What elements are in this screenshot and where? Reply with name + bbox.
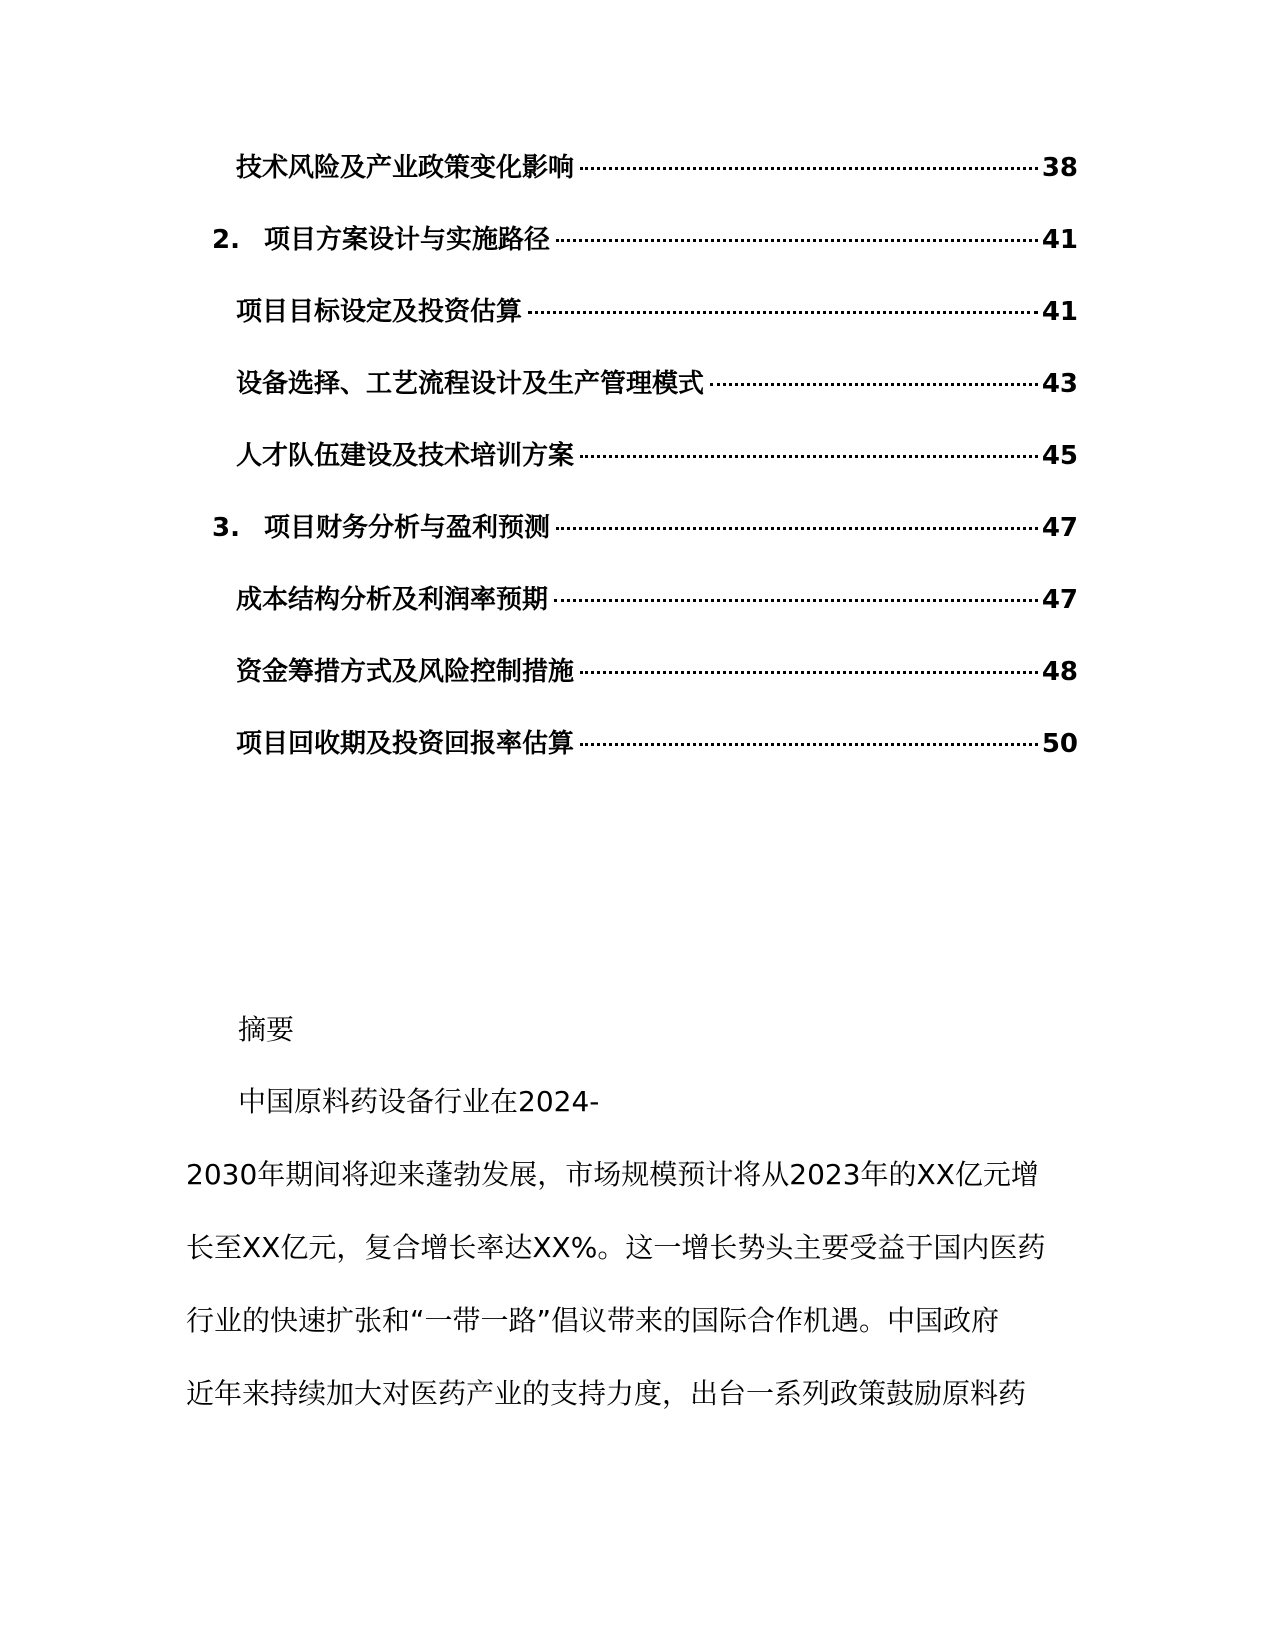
toc-entry-title: 项目财务分析与盈利预测 [264,513,551,543]
toc-dot-leader [556,527,1038,530]
toc-entry-page: 45 [1041,441,1078,471]
toc-entry-title: 人才队伍建设及技术培训方案 [236,441,575,471]
toc-dot-leader [580,167,1038,170]
toc-entry-page: 41 [1041,225,1078,255]
toc-entry-title: 设备选择、工艺流程设计及生产管理模式 [236,369,705,399]
toc-entry[interactable] [236,294,1078,330]
toc-dot-leader [580,743,1038,746]
toc-entry[interactable] [236,654,1078,690]
toc-entry-page: 48 [1041,657,1078,687]
toc-dot-leader [556,239,1038,242]
summary-paragraph-line: 近年来持续加大对医药产业的支持力度，出台一系列政策鼓励原料药 [186,1377,1027,1410]
toc-dot-leader [580,671,1038,674]
toc-entry-page: 41 [1041,297,1078,327]
toc-dot-leader [580,455,1038,458]
toc-entry-number: 2. [212,225,240,255]
toc-entry-page: 50 [1041,729,1078,759]
toc-entry-page: 47 [1041,513,1078,543]
summary-paragraph-line: 长至XX亿元，复合增长率达XX%。这一增长势头主要受益于国内医药 [186,1231,1046,1264]
toc-entry[interactable] [236,582,1078,618]
toc-dot-leader [528,311,1038,314]
summary-paragraph-line: 2030年期间将迎来蓬勃发展，市场规模预计将从2023年的XX亿元增 [186,1158,1039,1191]
toc-entry-number: 3. [212,513,240,543]
toc-entry[interactable] [212,510,1078,546]
toc-entry[interactable] [236,438,1078,474]
toc-dot-leader [710,383,1038,386]
toc-entry-title: 项目方案设计与实施路径 [264,225,551,255]
toc-dot-leader [554,599,1038,602]
toc-entry[interactable] [236,726,1078,762]
toc-entry-title: 项目目标设定及投资估算 [236,297,523,327]
summary-heading: 摘要 [238,1013,295,1046]
toc-entry-title: 技术风险及产业政策变化影响 [236,153,575,183]
toc-entry-title: 项目回收期及投资回报率估算 [236,729,575,759]
toc-entry-page: 47 [1041,585,1078,615]
toc-entry-title: 资金筹措方式及风险控制措施 [236,657,575,687]
toc-entry[interactable] [236,150,1078,186]
toc-entry-page: 43 [1041,369,1078,399]
toc-entry-title: 成本结构分析及利润率预期 [236,585,549,615]
summary-paragraph-line: 中国原料药设备行业在2024- [238,1085,600,1118]
toc-entry[interactable] [212,222,1078,258]
toc-entry[interactable] [236,366,1078,402]
toc-entry-page: 38 [1041,153,1078,183]
summary-paragraph-line: 行业的快速扩张和“一带一路”倡议带来的国际合作机遇。中国政府 [186,1304,1000,1337]
